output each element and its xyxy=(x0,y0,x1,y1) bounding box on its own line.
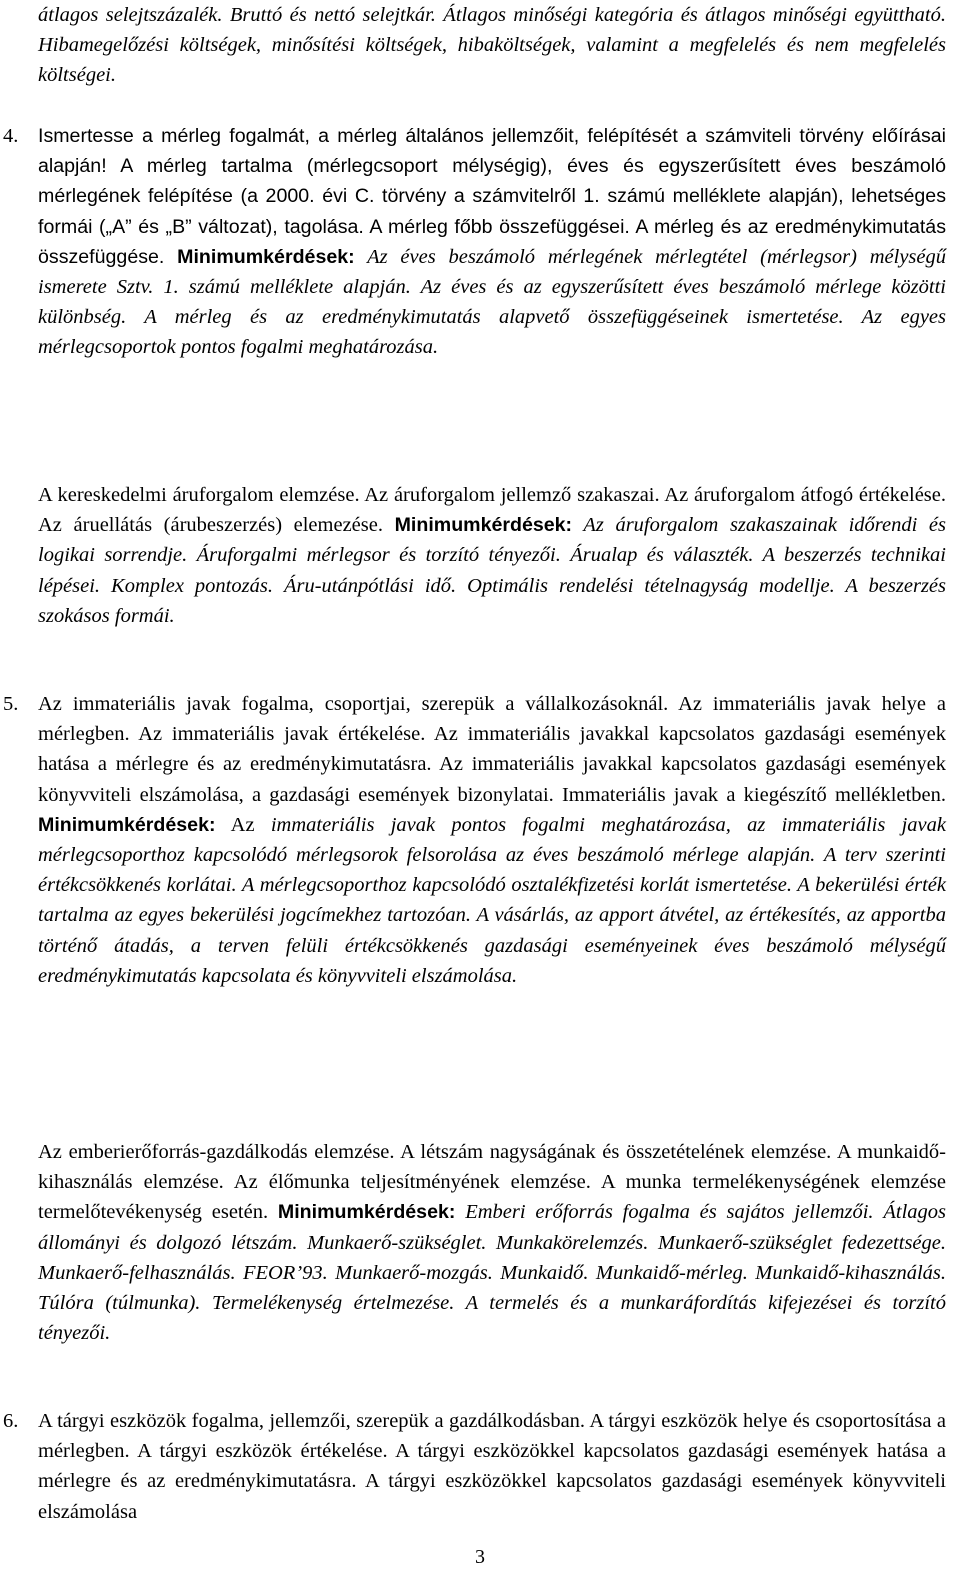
section-4-min-label: Minimumkérdések: xyxy=(177,245,355,268)
section-4-text: Ismertesse a mérleg fogalmát, a mérleg általános jellemzőit, felépítését a számviteli törvény előírásai alapján! A mérleg tartalma (mérlegcsoport mélységig), éves és egyszerűsített éves beszámoló mérlegének felépítése (a 2000. évi C. törvény a számvitelről 1. számú melléklete alapján), lehetséges formái („A” és „B” változat), tagolása. A mérleg főbb összefüggései. A mérleg és az eredménykimutatás összefüggése. xyxy=(38,125,946,268)
section-4-min-text: Az éves beszámoló mérlegének mérlegtétel (mérlegsor) mélységű ismerete Sztv. 1. számú melléklete alapján. Az éves és az egyszerűsített éves beszámoló mérlege közötti különbség. A mérleg és az eredménykimutatás alapvető összefüggéseinek ismertetése. Az egyes mérlegcsoportok pontos fogalmi meghatározása. xyxy=(38,245,947,359)
section-4b xyxy=(38,480,946,631)
section-6-number: 6. xyxy=(3,1410,19,1432)
section-4b-min-text: Az áruforgalom szakaszainak időrendi és logikai sorrendje. Áruforgalmi mérlegsor és torzító tényezői. Árualap és választék. A beszerzés technikai lépései. Komplex pontozás. Áru-utánpótlási idő. Optimális rendelési tételnagyság modellje. A beszerzés szokásos formái. xyxy=(38,514,947,627)
page-number: 3 xyxy=(475,1546,485,1568)
section-5b xyxy=(38,1137,946,1348)
continuation-paragraph xyxy=(38,0,946,91)
section-5 xyxy=(3,689,946,991)
section-5b-min-label: Minimumkérdések: xyxy=(277,1201,456,1224)
section-4b-min-label: Minimumkérdések: xyxy=(394,514,573,537)
section-6-text: A tárgyi eszközök fogalma, jellemzői, szerepük a gazdálkodásban. A tárgyi eszközök helye és csoportosítása a mérlegben. A tárgyi eszközök értékelése. A tárgyi eszközökkel kapcsolatos gazdasági események hatása a mérlegre és az eredménykimutatásra. A tárgyi eszközökkel kapcsolatos gazdasági események könyvviteli elszámolása xyxy=(38,1410,946,1523)
section-5b-min-text: Emberi erőforrás fogalma és sajátos jellemzői. Átlagos állományi és dolgozó létszám. Munkaerő-szükséglet. Munkakörelemzés. Munkaerő-szükséglet fedezettsége. Munkaerő-felhasználás. FEOR’93. Munkaerő-mozgás. Munkaidő. Munkaidő-mérleg. Munkaidő-kihasználás. Túlóra (túlmunka). Termelékenység értelmezése. A termelés és a munkaráfordítás kifejezései és torzító tényezői. xyxy=(38,1201,947,1345)
section-5b-text: Az emberierőforrás-gazdálkodás elemzése. A létszám nagyságának és összetételének elemzése. A munkaidő-kihasználás elemzése. Az élőmunka teljesítményének elemzése. A munka termelékenységének elemzése termelőtevékenység esetén. xyxy=(38,1141,946,1224)
section-5-min-text: immateriális javak pontos fogalmi meghatározása, az immateriális javak mérlegcsoporthoz kapcsolódó mérlegsorok felsorolása az éves beszámoló mérlege alapján. A terv szerinti értékcsökkenés korlátai. A mérlegcsoporthoz kapcsolódó osztalékfizetési korlát ismertetése. A bekerülési érték tartalma az egyes bekerülési jogcímekhez tartozóan. A vásárlás, az apport átvétel, az értékesítés, az apportba történő átadás, a terven felüli értékcsökkenés gazdasági eseményeinek éves beszámoló mélységű eredménykimutatás kapcsolata és könyvviteli elszámolása. xyxy=(38,813,946,987)
section-4-number: 4. xyxy=(3,125,19,147)
section-5-min-label: Minimumkérdések: xyxy=(38,813,216,836)
section-4 xyxy=(3,121,947,363)
section-5-number: 5. xyxy=(3,693,19,715)
continuation-text: átlagos selejtszázalék. Bruttó és nettó selejtkár. Átlagos minőségi kategória és átlagos minőségi együttható. Hibamegelőzési költségek, minősítési költségek, hibaköltségek, valamint a megfelelés és nem megfelelés költségei. xyxy=(38,4,946,87)
section-5-min-plain: Az xyxy=(215,813,271,836)
section-5-text: Az immateriális javak fogalma, csoportjai, szerepük a vállalkozásoknál. Az immateriális javak helye a mérlegben. Az immateriális javak értékelése. Az immateriális javakkal kapcsolatos gazdasági események hatása a mérlegre és az eredménykimutatásra. Az immateriális javakkal kapcsolatos gazdasági események könyvviteli elszámolása, a gazdasági események bizonylatai. Immateriális javak a kiegészítő mellékletben. xyxy=(38,693,946,806)
section-4b-text: A kereskedelmi áruforgalom elemzése. Az áruforgalom jellemző szakaszai. Az áruforgalom átfogó értékelése. Az áruellátás (árubeszerzés) elemezése. xyxy=(38,484,946,537)
section-6 xyxy=(3,1406,946,1527)
